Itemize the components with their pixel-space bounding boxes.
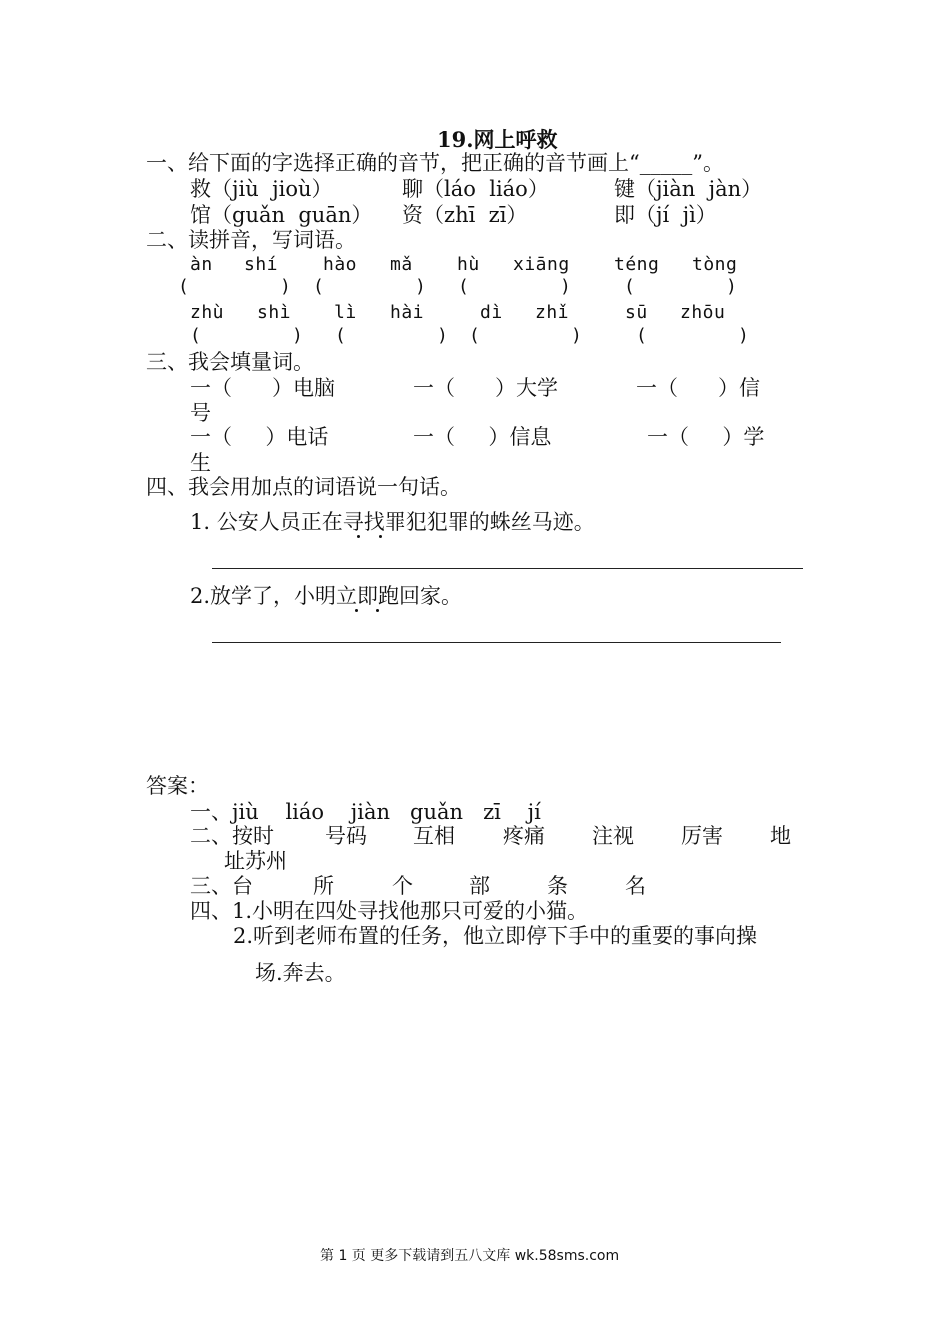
pinyin: hù <box>457 254 480 275</box>
answer-3-word: 三、台 <box>190 874 253 898</box>
emphasis-dot <box>355 609 358 612</box>
answer-3-word: 个 <box>392 874 413 898</box>
answer-4-1: 四、1.小明在四处寻找他那只可爱的小猫。 <box>190 899 589 923</box>
answer-4-2-wrap: 场.奔去。 <box>255 961 346 985</box>
pinyin: xiāng <box>513 254 570 275</box>
q1-heading: 一、给下面的字选择正确的音节，把正确的音节画上“_____”。 <box>146 151 724 175</box>
pinyin: shí <box>244 254 279 275</box>
pinyin: zhǐ <box>535 302 570 323</box>
answer-blank: ( ) <box>190 325 304 346</box>
q1-item: 救（jiù jioù） <box>190 177 333 201</box>
q1-item: 即（jí jì） <box>614 203 717 227</box>
q4-heading: 四、我会用加点的词语说一句话。 <box>146 475 461 499</box>
answer-blank: ( ) <box>178 276 292 297</box>
page-title: 19.网上呼救 <box>437 127 558 152</box>
pinyin: àn <box>190 254 213 275</box>
q3-item: 一（ ）电话 <box>190 425 329 449</box>
answer-3-word: 名 <box>625 874 646 898</box>
answer-blank: ( ) <box>335 325 449 346</box>
answer-blank: ( ) <box>624 276 738 297</box>
page-footer: 第 1 页 更多下载请到五八文库 wk.58sms.com <box>320 1248 620 1264</box>
pinyin: shì <box>257 302 292 323</box>
answer-2-word: 疼痛 <box>503 824 545 848</box>
q3-item: 一（ ）大学 <box>413 376 559 400</box>
sentence-2: 2.放学了，小明立即跑回家。 <box>190 584 463 608</box>
answer-2-word: 二、按时 <box>190 824 274 848</box>
answer-2-word: 地 <box>770 824 791 848</box>
q1-item: 馆（guǎn guān） <box>190 203 373 227</box>
answer-2-word: 厉害 <box>681 824 723 848</box>
pinyin: sū <box>625 302 648 323</box>
q2-heading: 二、读拼音，写词语。 <box>146 228 356 252</box>
q3-item: 一（ ）学 <box>647 425 765 449</box>
pinyin: mǎ <box>390 254 413 275</box>
answer-2-wrap: 址苏州 <box>224 849 287 873</box>
answer-2-word: 号码 <box>325 824 367 848</box>
pinyin: dì <box>480 302 503 323</box>
answer-blank: ( ) <box>636 325 750 346</box>
answer-line <box>212 642 781 643</box>
answer-3-word: 条 <box>547 874 568 898</box>
q3-item: 一（ ）信 <box>636 376 761 400</box>
q3-item: 一（ ）信息 <box>413 425 552 449</box>
pinyin: tòng <box>692 254 738 275</box>
q3-item: 一（ ）电脑 <box>190 376 336 400</box>
pinyin: lì <box>334 302 357 323</box>
emphasis-dot <box>379 535 382 538</box>
answer-3-word: 部 <box>469 874 490 898</box>
answers-label: 答案： <box>146 774 209 798</box>
answer-2-word: 互相 <box>413 824 455 848</box>
answer-4-2: 2.听到老师布置的任务，他立即停下手中的重要的事向操 <box>233 924 758 948</box>
q1-item: 资（zhī zī） <box>402 203 528 227</box>
emphasis-dot <box>376 609 379 612</box>
answer-1: 一、jiù liáo jiàn guǎn zī jí <box>190 800 541 824</box>
q3-wrap: 号 <box>190 401 211 425</box>
answer-3-word: 所 <box>313 874 334 898</box>
pinyin: hào <box>323 254 358 275</box>
q3-wrap: 生 <box>190 451 211 475</box>
pinyin: téng <box>614 254 660 275</box>
pinyin: zhù <box>190 302 225 323</box>
emphasis-dot <box>357 535 360 538</box>
q1-item: 聊（láo liáo） <box>402 177 549 201</box>
sentence-1: 1. 公安人员正在寻找罪犯犯罪的蛛丝马迹。 <box>190 510 595 534</box>
pinyin: zhōu <box>680 302 726 323</box>
pinyin: hài <box>390 302 425 323</box>
answer-blank: ( ) <box>469 325 583 346</box>
answer-blank: ( ) <box>458 276 572 297</box>
answer-2-word: 注视 <box>592 824 634 848</box>
q1-item: 键（jiàn jàn） <box>614 177 763 201</box>
answer-blank: ( ) <box>313 276 427 297</box>
q3-heading: 三、我会填量词。 <box>146 350 314 374</box>
answer-line <box>212 568 803 569</box>
